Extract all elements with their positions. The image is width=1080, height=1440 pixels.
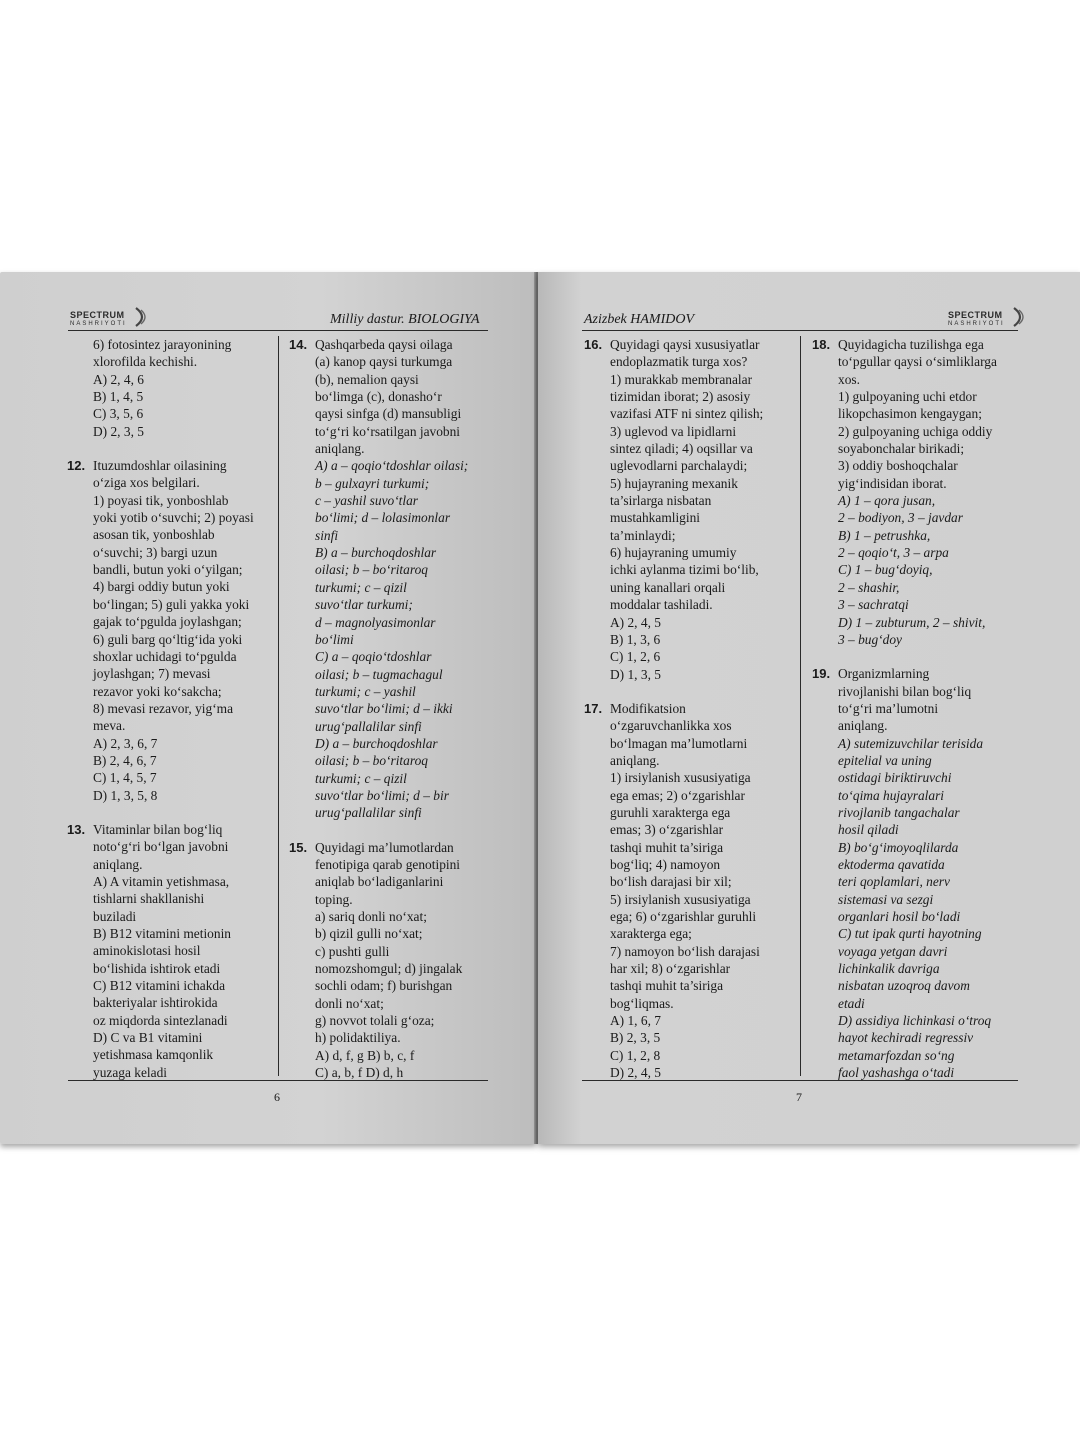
question-text: 6) fotosintez jarayonining xlorofilda kechishi. <box>93 337 232 370</box>
question-number: 18. <box>812 337 831 352</box>
right-page <box>538 272 1080 1144</box>
answer-option: B) 1, 4, 5 <box>93 389 144 405</box>
question-number: 14. <box>289 337 308 352</box>
question-text: Organizmlarning rivojlanishi bilan bog‘liq to‘g‘ri ma’lumotni aniqlang. <box>838 666 972 734</box>
logo-sub: NASHRIYOTI <box>948 321 1005 327</box>
answer-option: A) 2, 4, 6 <box>93 371 144 387</box>
answer-option: C) 1, 4, 5, 7 <box>93 770 157 786</box>
answer-option: D) 2, 4, 5 <box>610 1065 661 1081</box>
footer-rule <box>582 1080 1018 1081</box>
question-block <box>812 336 1020 648</box>
question-text: Ituzumdoshlar oilasining o‘ziga xos belgilari. 1) poyasi tik, yonboshlab yoki yotib o‘suvchi; 2) poyasi asosan tik, yonboshlab o‘suvchi; 3) bargi uzun bandli, butun yoki o‘yilgan; 4) bargi oddiy butun yoki bo‘lingan; 5) guli yakka yoki gajak to‘pgulda joylashgan; 6) guli barg qo‘ltig‘ida yoki shoxlar uchidagi to‘pgulda joylashgan; 7) mevasi rezavor yoki ko‘sakcha; 8) mevasi rezavor, yig‘ma meva. <box>93 458 254 734</box>
answer-option: A) d, f, g B) b, c, f <box>315 1047 415 1063</box>
answer-option: D) assidiya lichinkasi o‘troq hayot kechiradi regressiv metamarfozdan so‘ng faol yashashga o‘tadi <box>838 1013 992 1081</box>
answer-option: D) C va B1 vitamini yetishmasa kamqonlik yuzaga keladi <box>93 1030 214 1080</box>
answer-option: C) a, b, f D) d, h <box>315 1065 404 1081</box>
answer-option: C) 3, 5, 6 <box>93 406 144 422</box>
logo-sub: NASHRIYOTI <box>70 321 127 327</box>
answer-option: B) bo‘g‘imoyoqlilarda ektoderma qavatida teri qoplamlari, nerv sistemasi va sezgi organlari hosil bo‘ladi <box>838 839 961 924</box>
question-block <box>289 839 495 1082</box>
question-text: Qashqarbeda qaysi oilaga (a) kanop qaysi turkumga (b), nemalion qaysi bo‘limga (c), donasho‘r qaysi sinfga (d) mansubligi to‘g‘ri ko‘rsatilgan javobni aniqlang. <box>315 337 462 457</box>
header-rule <box>582 330 1018 331</box>
question-number: 17. <box>584 700 603 716</box>
left-column-1 <box>67 336 273 1098</box>
answer-option: C) a – qoqio‘tdoshlar oilasi; b – tugmachagul turkumi; c – yashil suvo‘tlar bo‘limi; d – ikki urug‘pallalilar sinfi <box>315 649 453 734</box>
footer-rule <box>68 1080 488 1081</box>
answer-option: D) 1, 3, 5 <box>610 666 661 682</box>
question-block <box>289 336 495 822</box>
answer-option: A) sutemizuvchilar terisida epitelial va uning ostidagi biriktiruvchi to‘qima hujayralari rivojlanib tangachalar hosil qiladi <box>838 735 984 838</box>
question-text: Vitaminlar bilan bog‘liq noto‘g‘ri bo‘lgan javobni aniqlang. <box>93 821 229 872</box>
answer-option: D) 1 – zubturum, 2 – shivit, 3 – bug‘doy <box>838 614 986 647</box>
question-number: 12. <box>67 458 86 474</box>
answer-option: A) A vitamin yetishmasa, tishlarni shakllanishi buziladi <box>93 873 230 924</box>
left-page <box>0 272 536 1144</box>
question-block <box>584 700 796 1082</box>
publisher-logo <box>948 304 1028 330</box>
question-number: 16. <box>584 337 603 352</box>
column-divider <box>278 336 279 1076</box>
answer-option: B) 1 – petrushka, 2 – qoqio‘t, 3 – arpa <box>838 527 949 561</box>
answer-option: C) 1 – bug‘doyiq, 2 – shashir, 3 – sachratqi <box>838 562 933 613</box>
question-text: Quyidagicha tuzilishga ega to‘pgullar qaysi o‘simliklarga xos. 1) gulpoyaning uchi etdor likopchasimon kengaygan; 2) gulpoyaning uchiga oddiy soyabonchalar birikadi; 3) oddiy boshoqchalar yig‘indisidan iborat. <box>838 337 997 491</box>
answer-option: D) 2, 3, 5 <box>93 423 144 439</box>
logo-arc-icon <box>132 306 150 328</box>
question-block <box>67 821 273 1081</box>
answer-option: C) 1, 2, 8 <box>610 1047 661 1063</box>
question-text: Quyidagi ma’lumotlardan fenotipiga qarab genotipini aniqlab bo‘ladiganlarini toping. a) sariq donli no‘xat; b) qizil gulli no‘xat; c) pushti gulli nomozshomgul; d) jingalak sochli odam; f) burishgan donli no‘xat; g) novvot tolali g‘oza; h) polidaktiliya. <box>315 839 463 1046</box>
question-block <box>67 457 273 804</box>
header-rule <box>68 330 488 331</box>
logo-arc-icon <box>1010 306 1028 328</box>
answer-option: A) a – qoqio‘tdoshlar oilasi; b – gulxayri turkumi; c – yashil suvo‘tlar bo‘limi; d – lolasimonlar sinfi <box>315 458 469 543</box>
question-number: 13. <box>67 821 86 837</box>
question-number: 15. <box>289 839 308 855</box>
question-number: 19. <box>812 666 831 682</box>
answer-option: B) 2, 4, 6, 7 <box>93 752 157 768</box>
right-column-2 <box>812 336 1020 1098</box>
question-block <box>812 665 1020 1081</box>
answer-option: D) a – burchoqdoshlar oilasi; b – bo‘ritaroq turkumi; c – qizil suvo‘tlar bo‘limi; d – bir urug‘pallalilar sinfi <box>315 735 449 821</box>
open-book <box>0 272 1080 1152</box>
answer-option: B) 1, 3, 6 <box>610 631 661 647</box>
answer-option: A) 2, 4, 5 <box>610 614 661 630</box>
answer-option: A) 1 – qora jusan, 2 – bodiyon, 3 – javdar <box>838 493 963 526</box>
column-divider <box>800 336 801 1076</box>
left-column-2 <box>289 336 495 1098</box>
page-number: 6 <box>274 1090 280 1104</box>
publisher-logo <box>70 304 150 330</box>
question-text: Modifikatsion o‘zgaruvchanlikka xos bo‘lmagan ma’lumotlarni aniqlang. 1) irsiylanish xususiyatiga ega emas; 2) o‘zgarishlar guruhli xarakterga ega emas; 3) o‘zgarishlar tashqi muhit ta’siriga bog‘liq; 4) namoyon bo‘lish darajasi bir xil; 5) irsiylanish xususiyatiga ega; 6) o‘zgarishlar guruhli xarakterga ega; 7) namoyon bo‘lish darajasi har xil; 8) o‘zgarishlar tashqi muhit ta’siriga bog‘liqmas. <box>610 700 760 1011</box>
logo-brand: SPECTRUM <box>948 310 1003 320</box>
answer-option: C) 1, 2, 6 <box>610 649 661 665</box>
question-text: Quyidagi qaysi xususiyatlar endoplazmatik turga xos? 1) murakkab membranalar tizimidan iborat; 2) asosiy vazifasi ATF ni sintez qilish; 3) uglevod va lipidlarni sintez qiladi; 4) oqsillar va uglevodlarni parchalaydi; 5) hujayraning mexanik ta’sirlarga nisbatan mustahkamligini ta’minlaydi; 6) hujayraning umumiy ichki aylanma tizimi bo‘lib, uning kanallari orqali moddalar tashiladi. <box>610 337 764 613</box>
question-block <box>584 336 796 683</box>
running-head: Milliy dastur. BIOLOGIYA <box>330 312 480 327</box>
answer-option: C) tut ipak qurti hayotning voyaga yetgan davri lichinkalik davriga nisbatan uzoqroq davom etadi <box>838 926 982 1011</box>
right-column-1 <box>584 336 796 1098</box>
answer-option: A) 2, 3, 6, 7 <box>93 735 158 751</box>
logo-brand: SPECTRUM <box>70 310 125 320</box>
answer-option: B) 2, 3, 5 <box>610 1030 661 1046</box>
question-block <box>93 336 273 440</box>
answer-option: B) a – burchoqdoshlar oilasi; b – bo‘ritaroq turkumi; c – qizil suvo‘tlar turkumi; d – magnolyasimonlar bo‘limi <box>315 545 437 647</box>
answer-option: A) 1, 6, 7 <box>610 1013 661 1029</box>
answer-option: C) B12 vitamini ichakda bakteriyalar ishtirokida oz miqdorda sintezlanadi <box>93 978 228 1028</box>
running-head: Azizbek HAMIDOV <box>584 312 695 327</box>
page-number: 7 <box>796 1090 802 1104</box>
answer-option: D) 1, 3, 5, 8 <box>93 787 158 803</box>
answer-option: B) B12 vitamini metionin aminokislotasi hosil bo‘lishida ishtirok etadi <box>93 926 231 976</box>
